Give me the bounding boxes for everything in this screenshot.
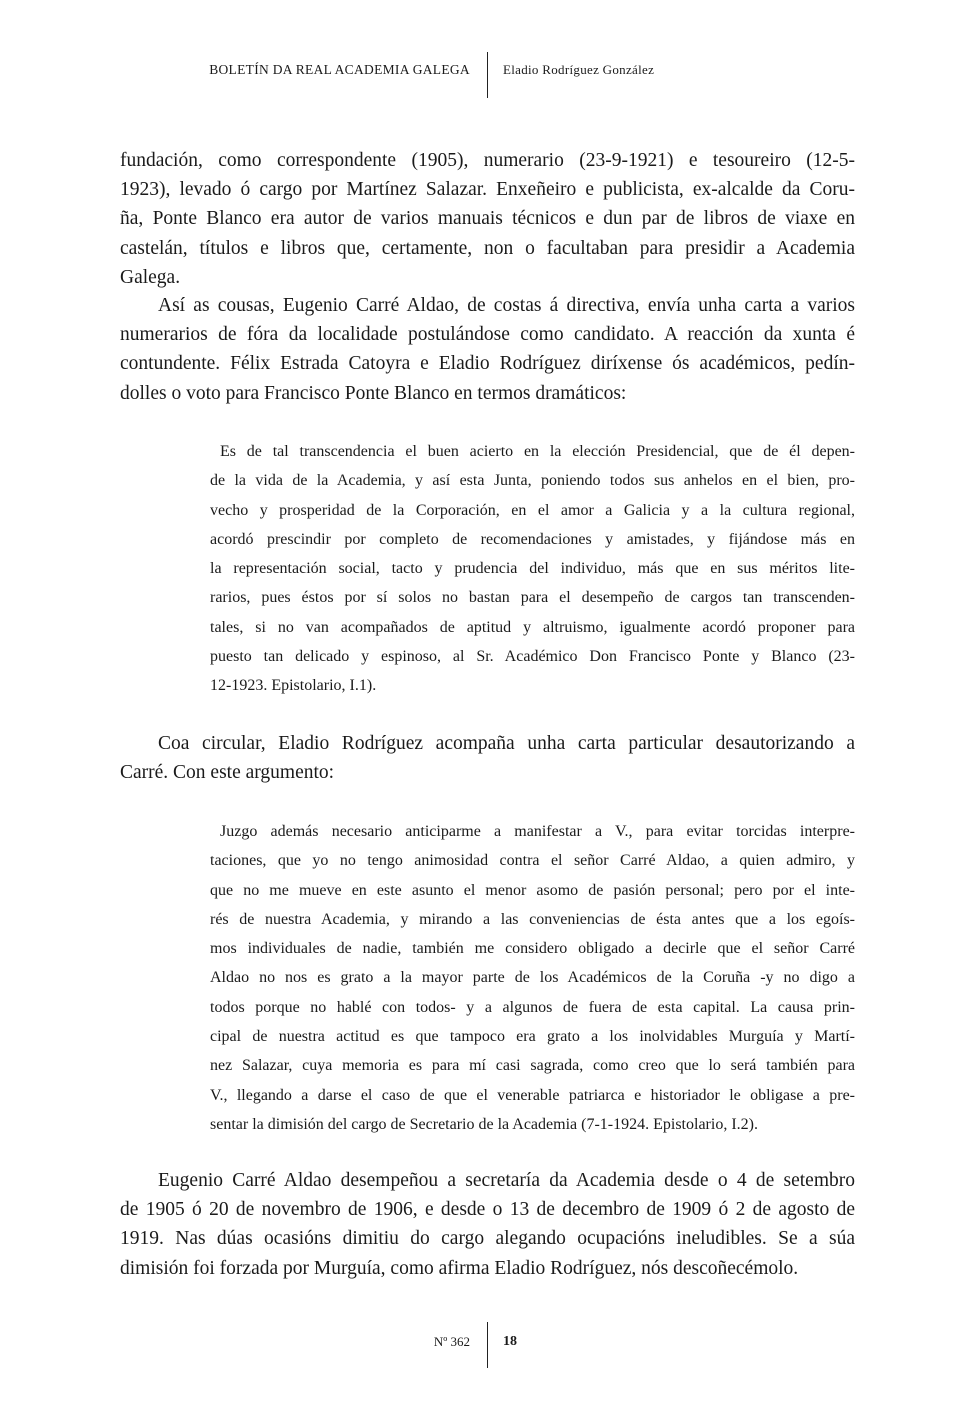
text-line: Así as cousas, Eugenio Carré Aldao, de costas á directiva, envía unha carta a varios (158, 295, 855, 316)
text-line: vecho y prosperidad de la Corporación, en el amor a Galicia y a la cultura regional, (210, 501, 855, 519)
text-line: sentar la dimisión del cargo de Secretario de la Academia (7-1-1924. Epistolario, I.2). (210, 1115, 758, 1133)
text-line: de la vida de la Academia, y así esta Junta, poniendo todos sus anhelos en el bien, pro- (210, 472, 855, 490)
text-line: nez Salazar, cuya memoria es para mí casi sagrada, como creo que lo será también para (210, 1057, 855, 1075)
issue-number: Nº 362 (433, 1334, 470, 1349)
text-line: V., llegando a darse el caso de que el venerable patriarca e historiador le obligase a pre- (210, 1086, 855, 1104)
text-line: mos individuales de nadie, también me considero obligado a decirle que el señor Carré (210, 940, 855, 958)
block-quote (210, 817, 855, 1139)
footer-divider (487, 1322, 488, 1368)
text-line: dimisión foi forzada por Murguía, como afirma Eladio Rodríguez, nós descoñecémolo. (120, 1257, 799, 1279)
text-line: numerarios de fóra da localidade postulándose como candidato. A reacción da xunta é (120, 324, 855, 346)
text-line: Coa circular, Eladio Rodríguez acompaña unha carta particular desautorizando a (158, 733, 855, 754)
paragraph (120, 146, 855, 292)
text-line: la representación social, tacto y prudencia del individuo, más que en sus méritos lite- (210, 560, 855, 578)
text-line: Juzgo además necesario anticiparme a manifestar a V., para evitar torcidas interpre- (220, 823, 855, 840)
text-line: Galega. (120, 266, 181, 288)
paragraph (120, 729, 855, 787)
page-number: 18 (503, 1334, 517, 1349)
text-line: Aldao no nos es grato a la mayor parte de los Académicos de la Coruña -y no digo a (210, 969, 855, 987)
text-line: 12-1923. Epistolario, I.1). (210, 677, 377, 695)
text-line: 1923), levado ó cargo por Martínez Salazar. Enxeñeiro e publicista, ex-alcalde da Coru- (120, 179, 855, 201)
block-quote (210, 437, 855, 701)
paragraph (120, 1166, 855, 1283)
text-line: contundente. Félix Estrada Catoyra e Eladio Rodríguez diríxense ós académicos, pedín- (120, 353, 855, 375)
text-line: puesto tan delicado y espinoso, al Sr. Académico Don Francisco Ponte y Blanco (23- (210, 648, 855, 666)
text-line: tales, si no van acompañados de aptitud y altruismo, igualmente acordó proponer para (210, 618, 855, 636)
text-line: rarios, pues éstos por sí solos no bastan para el desempeño de cargos tan transcenden- (210, 589, 855, 607)
paragraph (120, 291, 855, 408)
text-line: todos porque no hablé con todos- y a algunos de fuera de esta capital. La causa prin- (210, 998, 855, 1016)
text-line: Eugenio Carré Aldao desempeñou a secretaría da Academia desde o 4 de setembro (158, 1170, 855, 1191)
journal-title: BOLETÍN DA REAL ACADEMIA GALEGA (209, 62, 470, 77)
text-line: taciones, que yo no tengo animosidad contra el señor Carré Aldao, a quien admiro, y (210, 852, 855, 870)
text-line: cipal de nuestra actitud es que tampoco era grato a los inolvidables Murguía y Martí- (210, 1028, 855, 1046)
text-line: ña, Ponte Blanco era autor de varios manuais técnicos e dun par de libros de viaxe en (120, 208, 855, 230)
text-line: de 1905 ó 20 de novembro de 1906, e desde o 13 de decembro de 1909 ó 2 de agosto de (120, 1199, 855, 1221)
text-line: Carré. Con este argumento: (120, 762, 335, 784)
text-line: fundación, como correspondente (1905), numerario (23-9-1921) e tesoureiro (12-5- (120, 150, 855, 171)
header-divider (487, 52, 488, 98)
article-author: Eladio Rodríguez González (503, 62, 655, 77)
text-line: rés de nuestra Academia, y mirando a las conveniencias de ésta antes que a los egoís- (210, 910, 855, 928)
text-line: que no me mueve en este asunto el menor asomo de pasión personal; pero por el inte- (210, 881, 855, 899)
text-line: dolles o voto para Francisco Ponte Blanco en termos dramáticos: (120, 382, 627, 404)
text-line: acordó prescindir por completo de recomendaciones y amistades, y fijándose más en (210, 530, 855, 548)
text-line: Es de tal transcendencia el buen acierto en la elección Presidencial, que de él depen- (220, 443, 855, 460)
text-line: castelán, títulos e libros que, certamente, non o facultaban para presidir a Academia (120, 237, 855, 259)
text-line: 1919. Nas dúas ocasións dimitiu do cargo alegando ocupacións ineludibles. Se a súa (120, 1228, 855, 1250)
